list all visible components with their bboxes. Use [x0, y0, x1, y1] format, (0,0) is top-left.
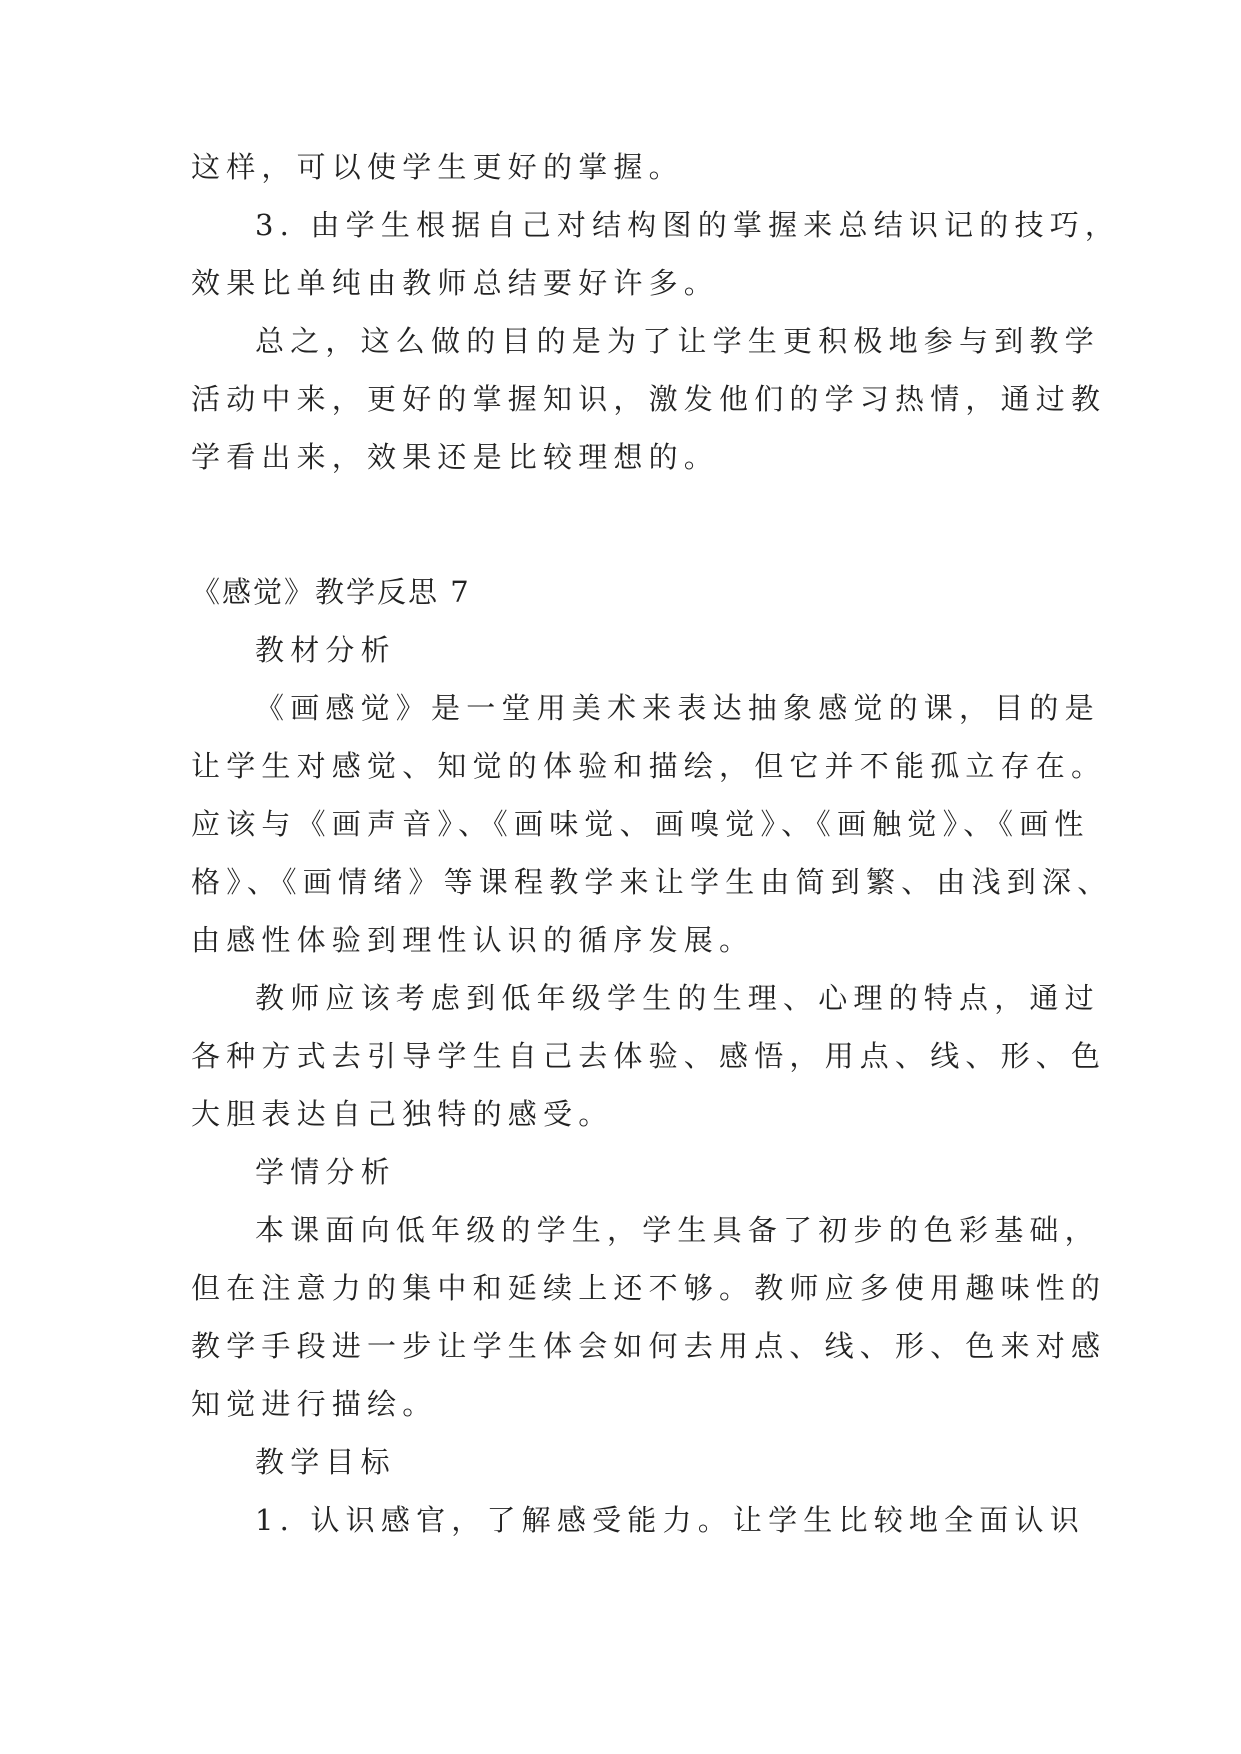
paragraph-line: 这样，可以使学生更好的掌握。 [191, 150, 684, 184]
paragraph-line: 教学手段进一步让学生体会如何去用点、线、形、色来对感 [191, 1329, 1107, 1363]
subheading: 教学目标 [255, 1445, 396, 1479]
paragraph-line: 知觉进行描绘。 [191, 1387, 438, 1421]
paragraph-line: 活动中来，更好的掌握知识，激发他们的学习热情，通过教 [191, 382, 1107, 416]
paragraph-line: 应该与《画声音》、《画味觉、画嗅觉》、《画触觉》、《画性 [191, 807, 1090, 841]
paragraph-line: 格》、《画情绪》等课程教学来让学生由简到繁、由浅到深、 [191, 865, 1113, 899]
subheading: 教材分析 [255, 633, 396, 667]
section-title: 《感觉》教学反思 7 [191, 575, 471, 609]
paragraph-line: 教师应该考虑到低年级学生的生理、心理的特点，通过 [255, 981, 1100, 1015]
paragraph-line: 1. 认识感官，了解感受能力。让学生比较地全面认识 [255, 1503, 1085, 1537]
paragraph-line: 但在注意力的集中和延续上还不够。教师应多使用趣味性的 [191, 1271, 1107, 1305]
paragraph-line: 3. 由学生根据自己对结构图的掌握来总结识记的技巧， [255, 208, 1121, 242]
paragraph-line: 各种方式去引导学生自己去体验、感悟，用点、线、形、色 [191, 1039, 1107, 1073]
paragraph-line: 《画感觉》是一堂用美术来表达抽象感觉的课，目的是 [255, 691, 1100, 725]
subheading: 学情分析 [255, 1155, 396, 1189]
top-section [191, 138, 1121, 486]
paragraph-line: 大胆表达自己独特的感受。 [191, 1097, 614, 1131]
paragraph-line: 让学生对感觉、知觉的体验和描绘，但它并不能孤立存在。 [191, 749, 1107, 783]
paragraph-line: 由感性体验到理性认识的循序发展。 [191, 923, 755, 957]
main-section [191, 563, 1113, 1549]
paragraph-line: 效果比单纯由教师总结要好许多。 [191, 266, 720, 300]
paragraph-line: 学看出来，效果还是比较理想的。 [191, 440, 720, 474]
paragraph-line: 本课面向低年级的学生，学生具备了初步的色彩基础， [255, 1213, 1100, 1247]
paragraph-line: 总之，这么做的目的是为了让学生更积极地参与到教学 [255, 324, 1100, 358]
